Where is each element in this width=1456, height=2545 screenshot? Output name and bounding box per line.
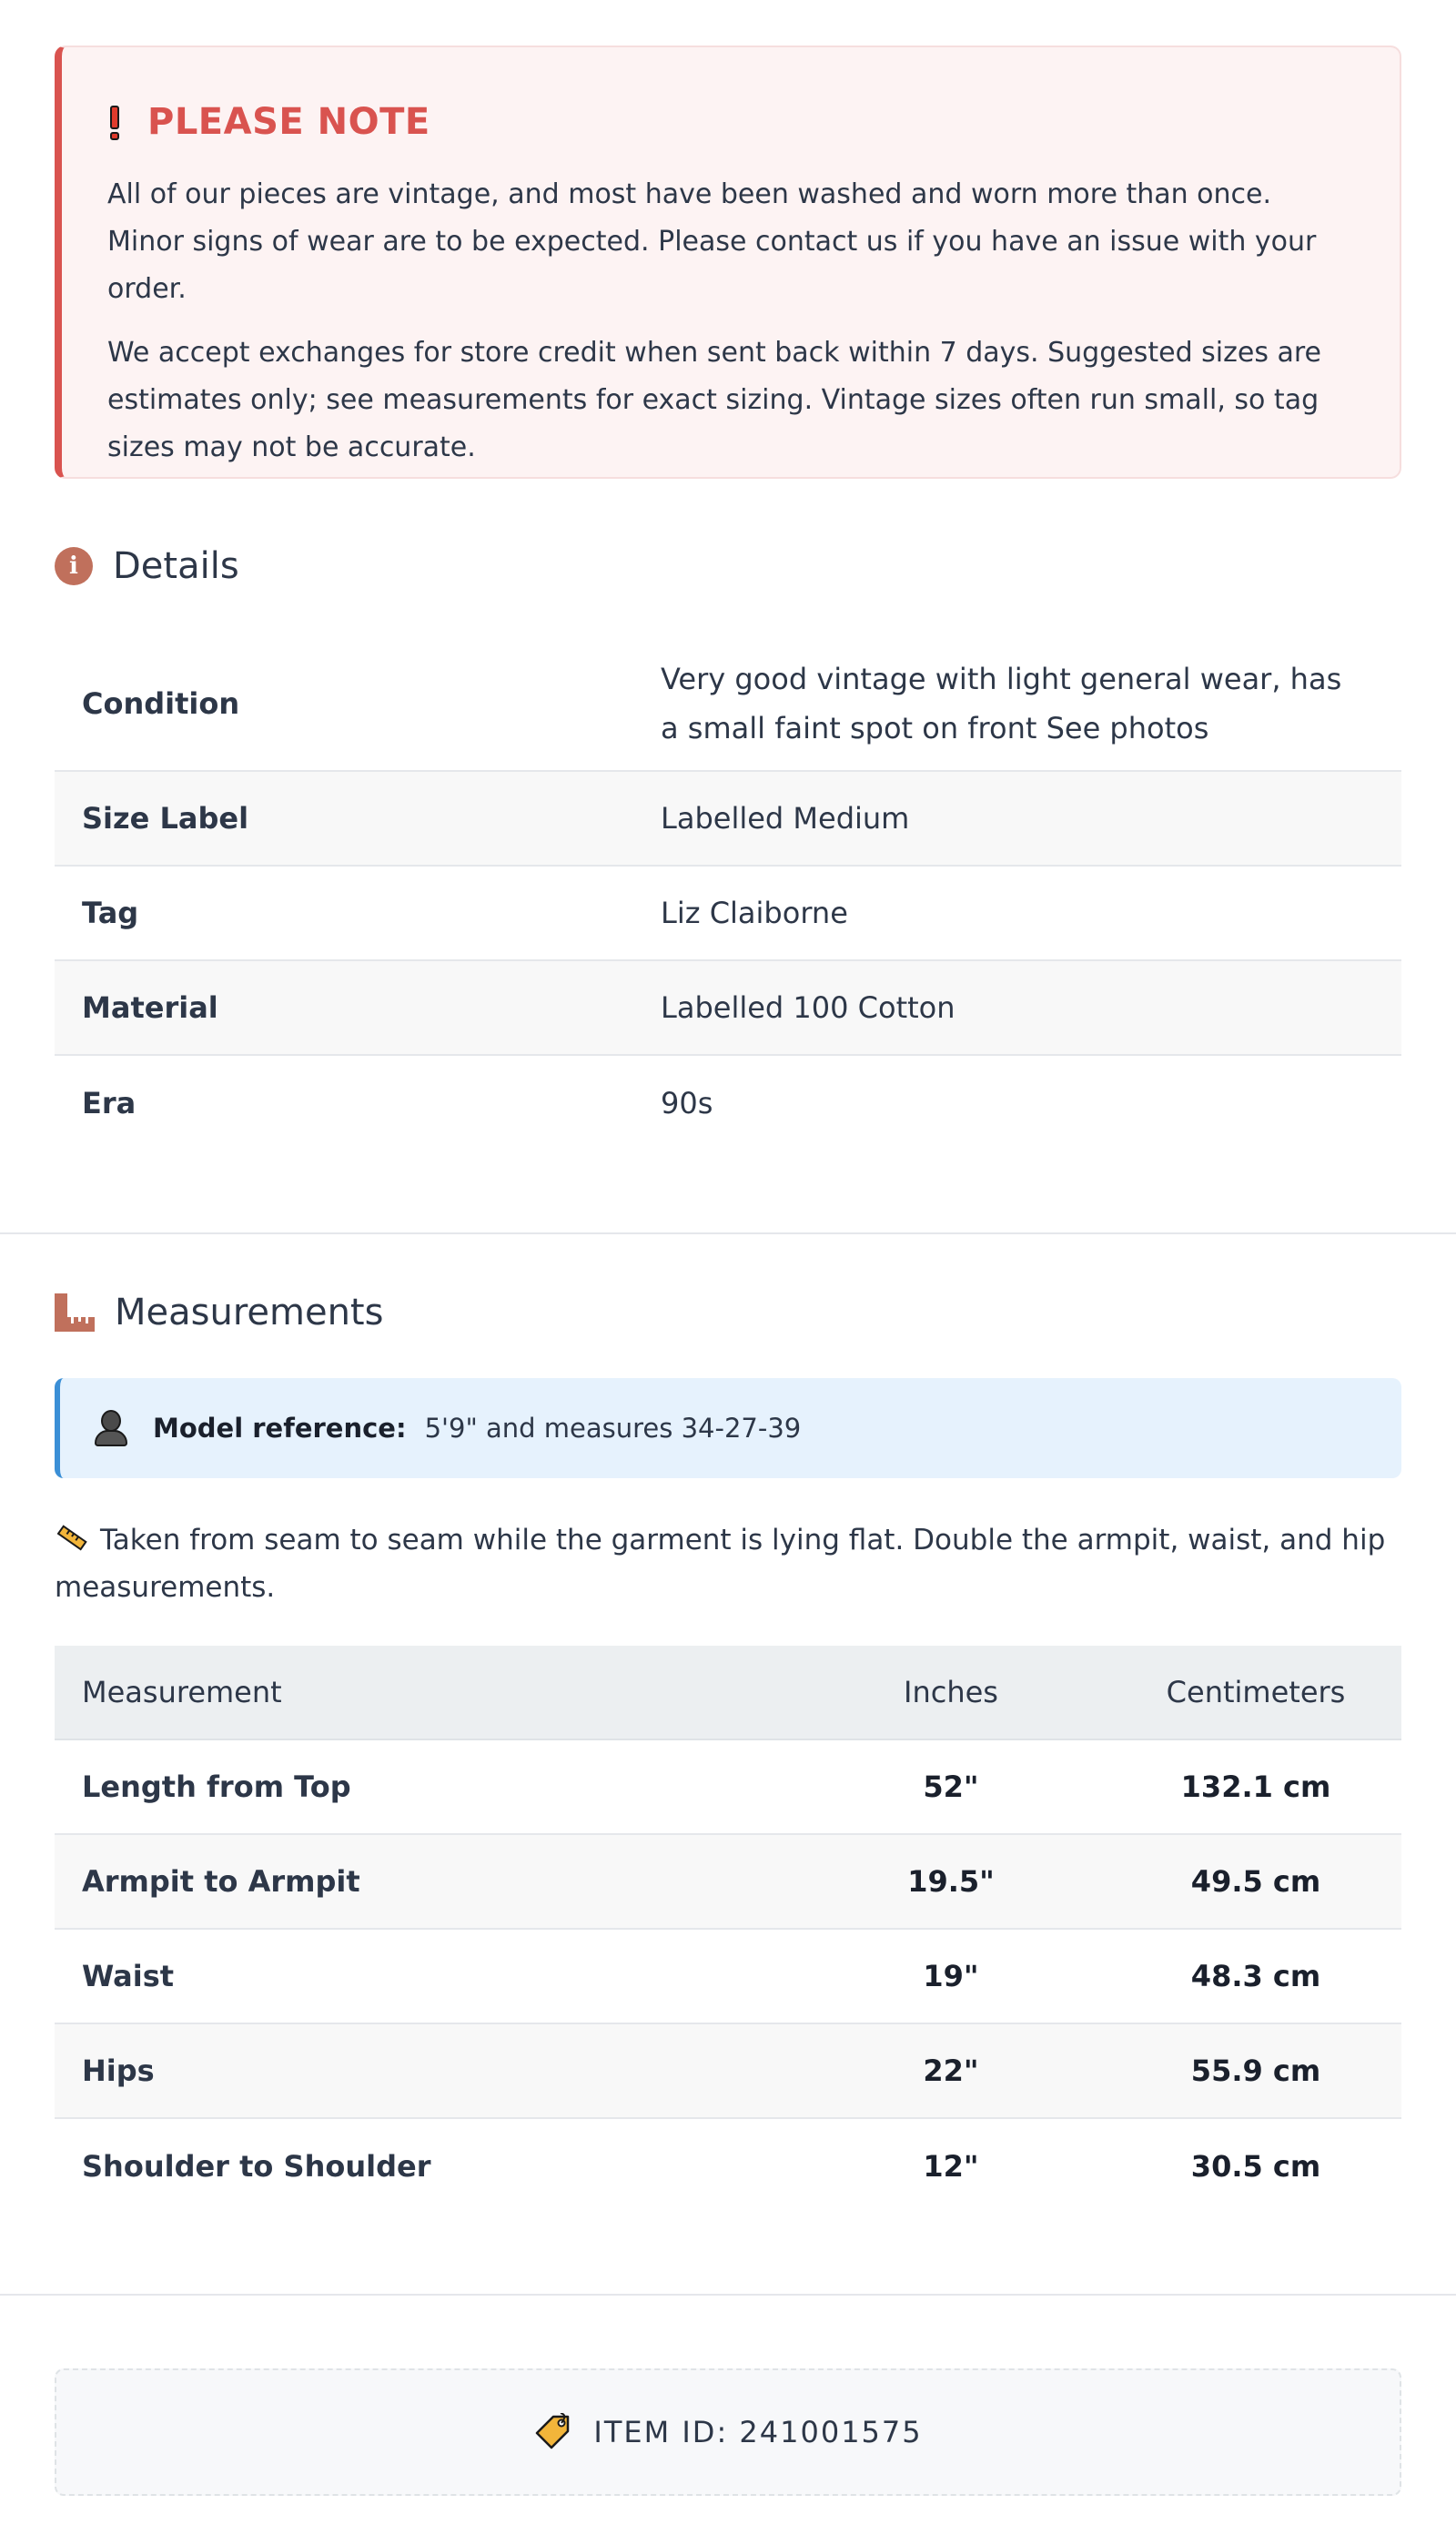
measurement-table	[55, 1646, 1401, 2214]
details-row	[55, 867, 1401, 961]
details-value: Labelled Medium	[661, 801, 910, 836]
person-icon	[95, 1410, 127, 1446]
ruler-icon	[55, 1293, 95, 1332]
notice-heading: PLEASE NOTE	[147, 101, 430, 143]
measurement-instructions	[55, 1516, 1401, 1611]
model-reference-label: Model reference:	[153, 1413, 407, 1444]
details-value: Liz Claiborne	[661, 896, 848, 930]
column-header-centimeters: Centimeters	[1166, 1675, 1346, 1709]
notice-header	[107, 98, 1354, 146]
notice-box	[55, 46, 1401, 479]
details-label: Tag	[82, 896, 139, 930]
measurement-name: Hips	[82, 2053, 155, 2088]
details-row	[55, 637, 1401, 772]
details-row	[55, 772, 1401, 867]
table-row	[55, 1835, 1401, 1930]
pencil-icon	[55, 1524, 91, 1553]
details-row	[55, 1056, 1401, 1151]
details-label: Era	[82, 1086, 136, 1120]
details-row	[55, 961, 1401, 1056]
details-table	[55, 637, 1401, 1151]
measurements-header	[55, 1287, 383, 1338]
details-value: Labelled 100 Cotton	[661, 990, 956, 1025]
table-header	[55, 1646, 1401, 1740]
model-reference-value: 5'9" and measures 34-27-39	[424, 1413, 802, 1444]
measurement-name: Waist	[82, 1959, 175, 1993]
details-label: Condition	[82, 686, 240, 721]
notice-paragraph: We accept exchanges for store credit when sent back within 7 days. Suggested sizes are estimates only; see measurements for exact sizing. Vintage sizes often run small, so tag sizes may not be accurate.	[107, 337, 1322, 463]
details-label: Size Label	[82, 801, 249, 836]
measurement-cm: 48.3 cm	[1190, 1959, 1321, 1993]
measurement-inches: 12"	[923, 2149, 979, 2184]
table-row	[55, 2119, 1401, 2214]
details-value: 90s	[661, 1086, 713, 1120]
notice-paragraph: All of our pieces are vintage, and most have been washed and worn more than once. Minor signs of wear are to be expected. Please contact us if you have an issue with your order.	[107, 178, 1317, 305]
measurement-inches: 19.5"	[907, 1864, 995, 1899]
model-reference-callout	[55, 1378, 1401, 1478]
measurement-note-text: Taken from seam to seam while the garment is lying flat. Double the armpit, waist, and hip measurements.	[55, 1524, 1386, 1604]
details-header	[55, 541, 239, 592]
measurement-cm: 55.9 cm	[1190, 2053, 1321, 2088]
column-header-measurement: Measurement	[82, 1675, 282, 1709]
item-id-text: ITEM ID: 241001575	[593, 2415, 923, 2449]
column-header-inches: Inches	[904, 1675, 998, 1709]
section-divider	[0, 1232, 1456, 1234]
measurement-cm: 49.5 cm	[1190, 1864, 1321, 1899]
info-icon: i	[55, 547, 93, 585]
measurement-inches: 22"	[923, 2053, 979, 2088]
measurement-cm: 30.5 cm	[1190, 2149, 1321, 2184]
details-label: Material	[82, 990, 218, 1025]
measurement-inches: 19"	[923, 1959, 979, 1993]
measurement-cm: 132.1 cm	[1180, 1769, 1331, 1804]
measurement-name: Armpit to Armpit	[82, 1864, 360, 1899]
exclamation-icon	[107, 104, 122, 140]
table-row	[55, 1740, 1401, 1835]
measurement-name: Length from Top	[82, 1769, 351, 1804]
details-title: Details	[113, 545, 239, 587]
measurement-name: Shoulder to Shoulder	[82, 2149, 431, 2184]
measurement-inches: 52"	[923, 1769, 979, 1804]
item-id-box	[55, 2368, 1401, 2496]
details-value: Very good vintage with light general wear, has a small faint spot on front See photos	[661, 662, 1342, 745]
measurements-title: Measurements	[115, 1292, 384, 1333]
table-row	[55, 1930, 1401, 2024]
section-divider	[0, 2294, 1456, 2296]
price-tag-icon	[533, 2413, 571, 2451]
table-row	[55, 2024, 1401, 2119]
